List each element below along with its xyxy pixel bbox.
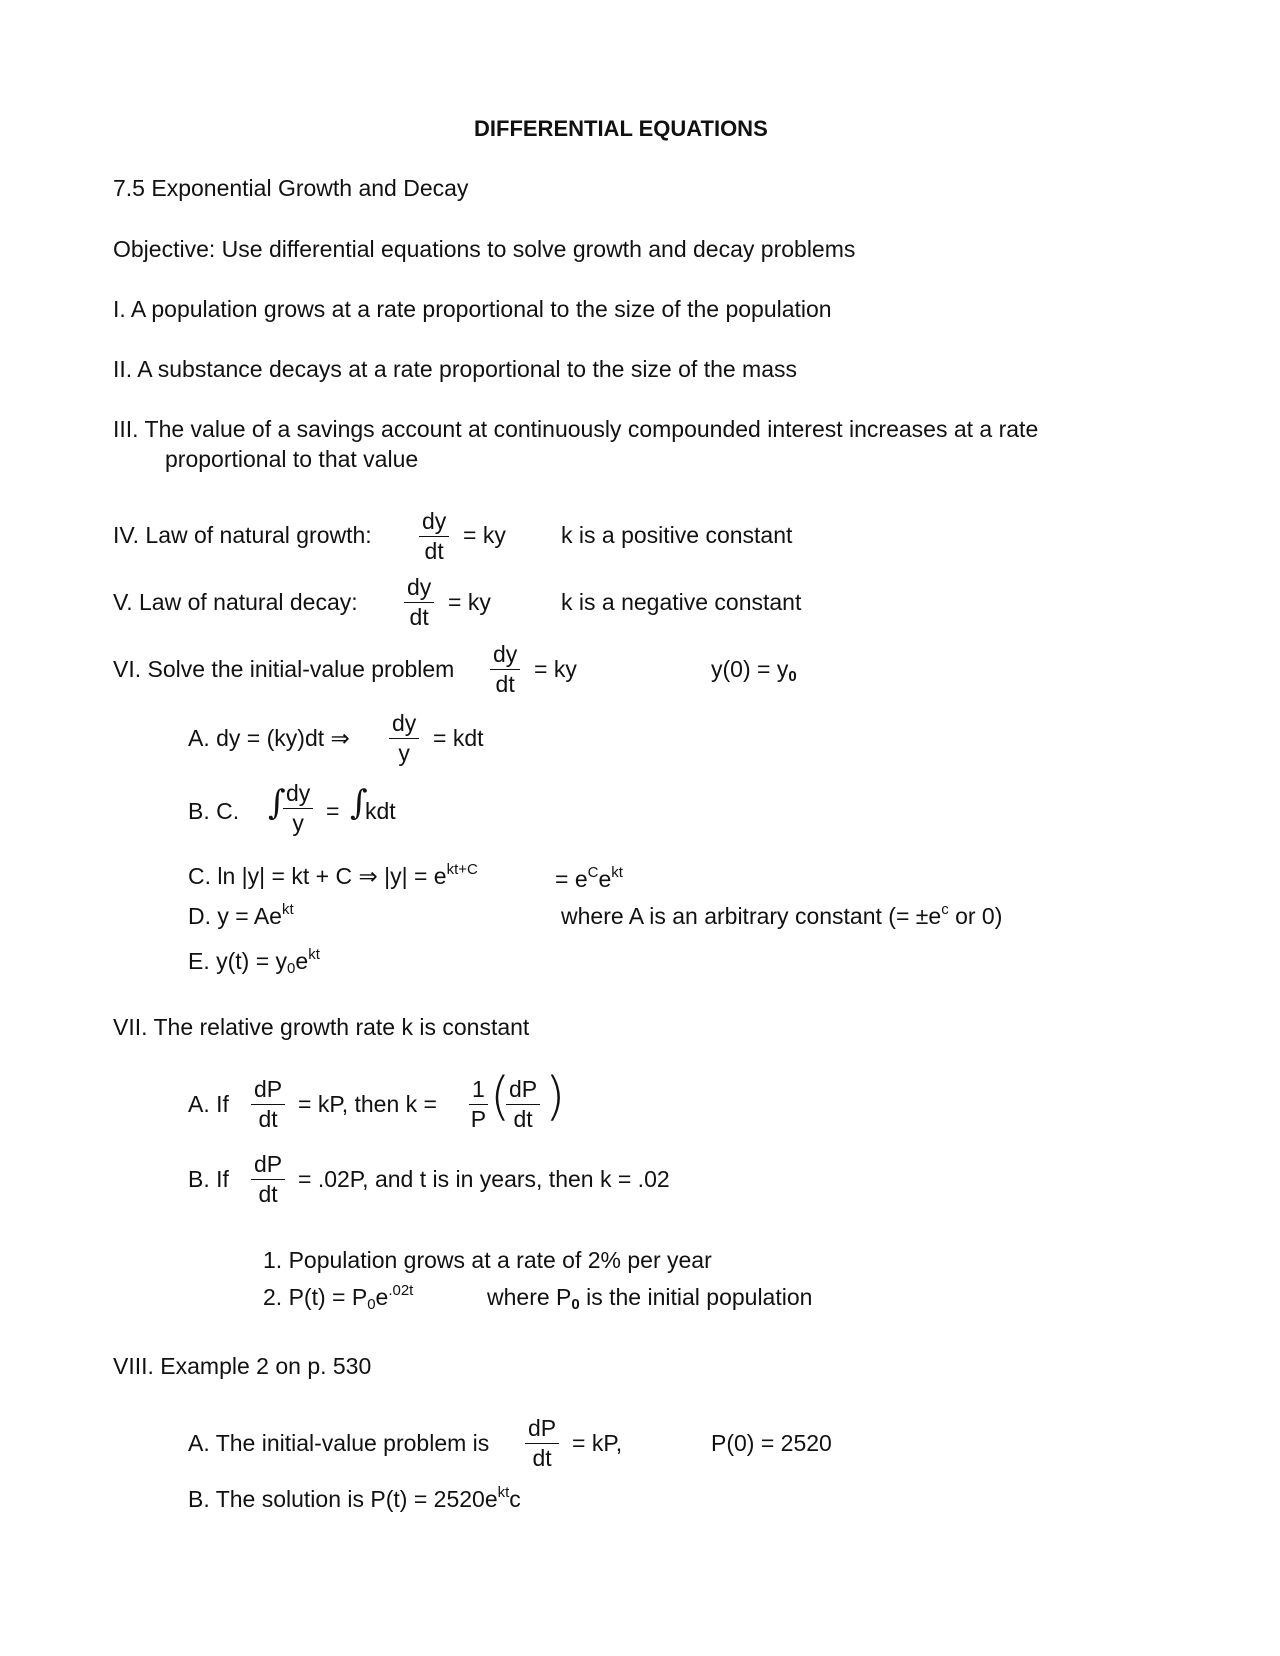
exponent: c xyxy=(941,901,949,918)
item-VII-B-2-note xyxy=(487,1284,813,1313)
fraction-denominator: dt xyxy=(495,671,515,697)
item-VII-B-fraction xyxy=(251,1153,285,1206)
fraction-denominator: dt xyxy=(258,1181,278,1207)
item-VIII-B-text: B. The solution is P(t) = 2520e xyxy=(188,1486,498,1512)
page-title: DIFFERENTIAL EQUATIONS xyxy=(474,116,768,141)
fraction-numerator: dP xyxy=(509,1076,538,1102)
e-symbol: e xyxy=(295,948,309,974)
item-IV-note: k is a positive constant xyxy=(561,522,793,548)
subscript: 0 xyxy=(287,960,296,977)
integral-sign: ∫ xyxy=(350,783,368,823)
fraction-denominator: dt xyxy=(424,538,444,564)
item-VIII-A-text: A. The initial-value problem is xyxy=(188,1430,490,1456)
objective: Objective: Use differential equations to solve growth and decay problems xyxy=(113,236,856,262)
fraction-numerator: dy xyxy=(392,710,417,736)
fraction-numerator: dy xyxy=(286,780,311,806)
item-VI-condition xyxy=(711,656,797,685)
item-VI-label: VI. Solve the initial-value problem xyxy=(113,656,455,682)
item-VII-B-if: B. If xyxy=(188,1166,229,1192)
exponent: kt xyxy=(497,1484,510,1501)
exponent: kt+C xyxy=(446,861,478,878)
note-end: is the initial population xyxy=(579,1284,813,1310)
item-VI-D-note xyxy=(561,901,1003,929)
exponent: kt xyxy=(308,946,320,963)
fraction-numerator: dP xyxy=(254,1076,283,1102)
section-heading: 7.5 Exponential Growth and Decay xyxy=(113,175,469,201)
item-VI-B-label: B. C. xyxy=(188,798,240,824)
item-VIII-B-end: c xyxy=(509,1486,521,1512)
item-VIII-A-fraction xyxy=(525,1417,559,1470)
e-symbol: e xyxy=(598,866,612,892)
item-II: II. A substance decays at a rate proportional to the size of the mass xyxy=(113,356,798,382)
item-VI-fraction xyxy=(490,643,520,696)
item-IV-fraction xyxy=(419,510,449,563)
item-V-note: k is a negative constant xyxy=(561,589,802,615)
item-V-fraction xyxy=(404,576,434,629)
note-end: or 0) xyxy=(948,903,1003,929)
item-IV-rhs: = ky xyxy=(463,522,506,548)
fraction-numerator: dy xyxy=(422,508,447,534)
item-VI-B-equals: = xyxy=(326,798,340,824)
fraction-numerator: dy xyxy=(493,641,518,667)
condition-text: y(0) = y xyxy=(711,656,789,682)
item-VI-E-text: E. y(t) = y xyxy=(188,948,288,974)
item-I: I. A population grows at a rate proportional to the size of the population xyxy=(113,296,832,322)
item-V-label: V. Law of natural decay: xyxy=(113,589,358,615)
item-VII-A-if: A. If xyxy=(188,1091,229,1117)
condition-subscript: 0 xyxy=(788,668,797,685)
item-VII-A-fraction-2 xyxy=(469,1078,488,1131)
item-IV-label: IV. Law of natural growth: xyxy=(113,522,372,548)
item-V-rhs: = ky xyxy=(448,589,491,615)
item-VII-B-rhs: = .02P, and t is in years, then k = .02 xyxy=(298,1166,670,1192)
fraction-numerator: dP xyxy=(528,1415,557,1441)
item-VII-B-2 xyxy=(263,1282,414,1313)
fraction-denominator: dt xyxy=(409,604,429,630)
item-VI-B-fraction xyxy=(283,782,313,835)
item-VI-E xyxy=(188,946,320,977)
item-VII-B-1: 1. Population grows at a rate of 2% per year xyxy=(263,1247,712,1273)
sub2-text: 2. P(t) = P xyxy=(263,1284,368,1310)
item-VII-A-fraction xyxy=(251,1078,285,1131)
item-VII-A-fraction-3 xyxy=(506,1078,540,1131)
fraction-denominator: dt xyxy=(258,1106,278,1132)
fraction-denominator: y xyxy=(292,810,304,836)
equals-e: = e xyxy=(555,866,588,892)
note-text: where P xyxy=(487,1284,572,1310)
note-text: where A is an arbitrary constant (= ±e xyxy=(561,903,942,929)
right-paren: ) xyxy=(545,1067,566,1127)
exponent: C xyxy=(587,864,599,881)
fraction-denominator: y xyxy=(398,740,410,766)
fraction-denominator: P xyxy=(470,1106,487,1132)
item-VI-A-fraction xyxy=(389,712,419,765)
subscript: 0 xyxy=(367,1296,376,1313)
fraction-denominator: dt xyxy=(513,1106,533,1132)
item-VIII-B xyxy=(188,1484,521,1512)
item-VI-A-label: A. dy = (ky)dt ⇒ xyxy=(188,725,350,751)
item-VI-C-rhs xyxy=(555,864,623,892)
item-VI-rhs: = ky xyxy=(534,656,577,682)
item-VI-D xyxy=(188,901,294,929)
item-III-line2: proportional to that value xyxy=(165,446,419,472)
exponent: .02t xyxy=(388,1282,414,1299)
item-III-line1: III. The value of a savings account at continuously compounded interest increases at a rate xyxy=(113,416,1039,442)
e-symbol: e xyxy=(375,1284,389,1310)
item-VIII-label: VIII. Example 2 on p. 530 xyxy=(113,1353,372,1379)
item-VI-C xyxy=(188,861,478,889)
item-VII-label: VII. The relative growth rate k is constant xyxy=(113,1014,530,1040)
fraction-numerator: dy xyxy=(407,574,432,600)
item-VIII-A-condition: P(0) = 2520 xyxy=(711,1430,832,1456)
fraction-numerator: dP xyxy=(254,1151,283,1177)
item-VI-A-rhs: = kdt xyxy=(433,725,484,751)
item-VIII-A-rhs: = kP, xyxy=(572,1430,623,1456)
fraction-numerator: 1 xyxy=(472,1076,485,1102)
exponent: kt xyxy=(281,901,294,918)
item-VI-B-rhs: kdt xyxy=(365,798,396,824)
item-VI-D-text: D. y = Ae xyxy=(188,903,282,929)
integral-sign: ∫ xyxy=(268,783,286,823)
item-VI-C-text: C. ln |y| = kt + C ⇒ |y| = e xyxy=(188,863,447,889)
exponent: kt xyxy=(611,864,623,881)
subscript: 0 xyxy=(571,1296,580,1313)
item-VII-A-mid: = kP, then k = xyxy=(298,1091,437,1117)
fraction-denominator: dt xyxy=(532,1445,552,1471)
left-paren: ( xyxy=(490,1067,511,1127)
